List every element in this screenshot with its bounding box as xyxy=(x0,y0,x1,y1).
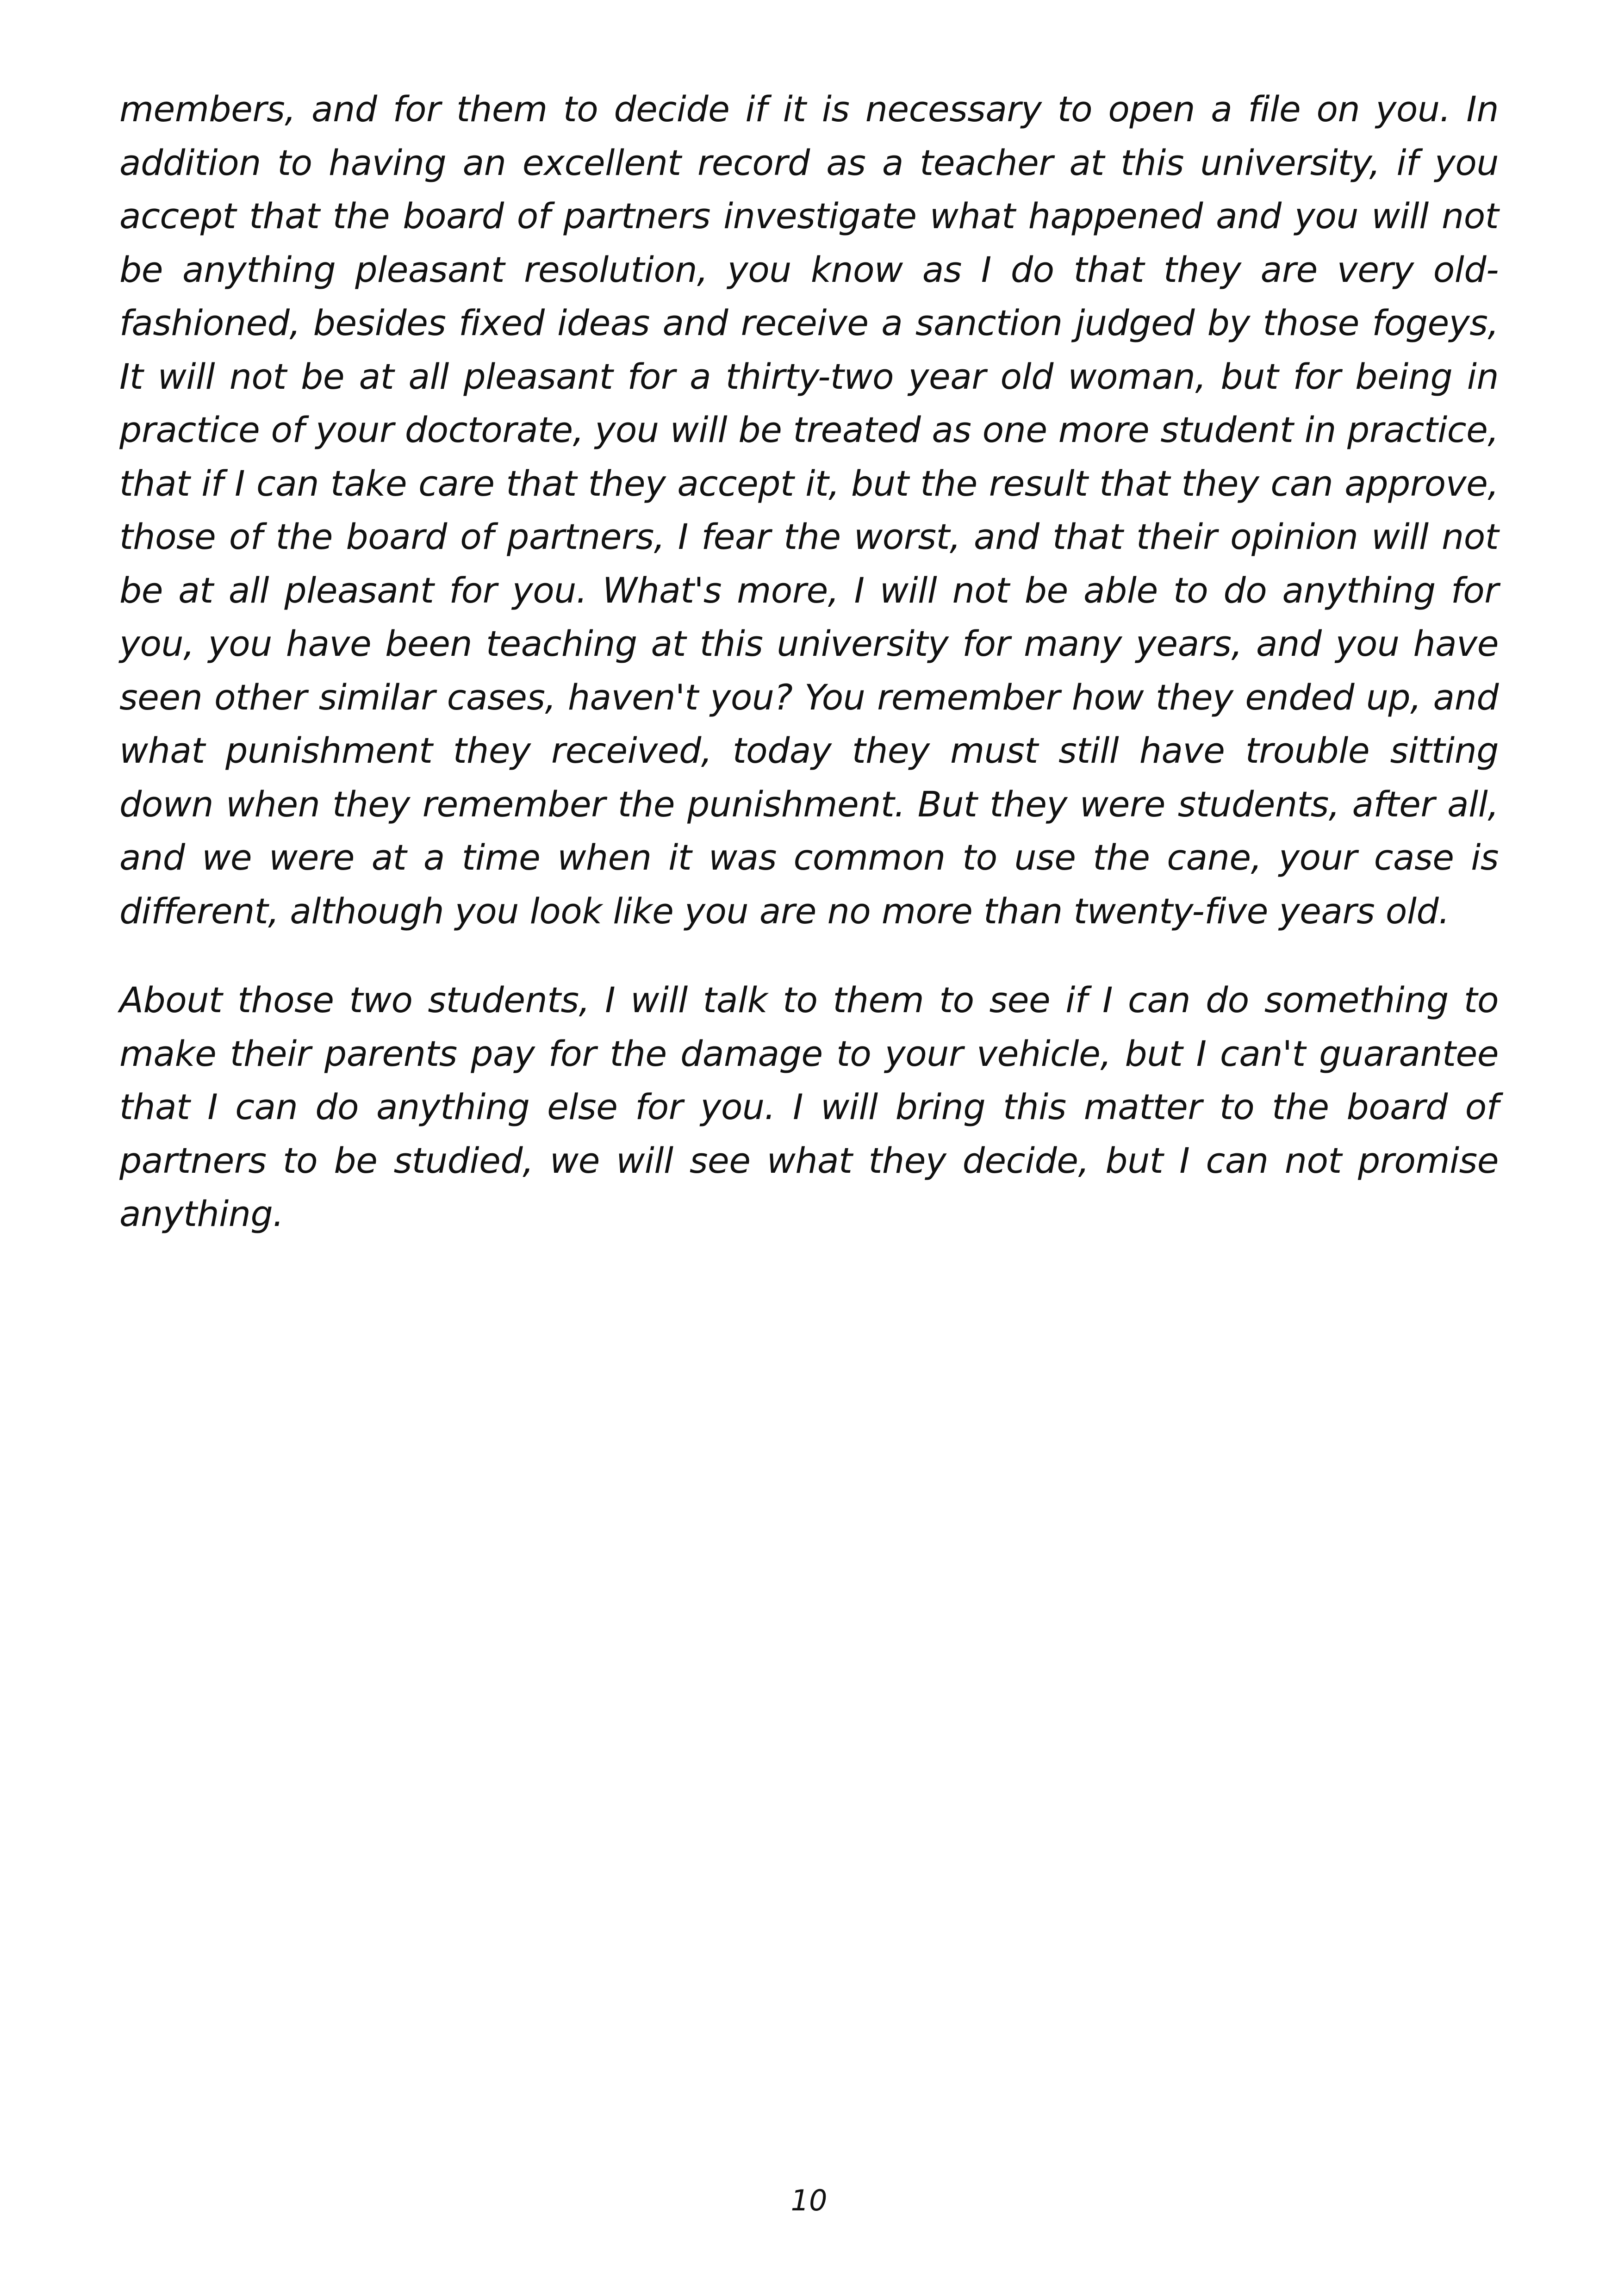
paragraph-2: About those two students, I will talk to them to see if I can do something to make their parents pay for the damage to your vehicle, but I can't guarantee that I can do anything else for you. I will bring this matter to the board of partners to be studied, we will see what they decide, but I can not promise anything. xyxy=(119,979,1499,1234)
body-text xyxy=(119,82,1499,1241)
page-number: 10 xyxy=(790,2184,828,2217)
paragraph-1: members, and for them to decide if it is necessary to open a file on you. In addition to having an excellent record as a teacher at this university, if you accept that the board of partners investigate what happened and you will not be anything pleasant resolution, you know as I do that they are very old-fashioned, besides fixed ideas and receive a sanction judged by those fogeys, It will not be at all pleasant for a thirty-two year old woman, but for being in practice of your doctorate, you will be treated as one more student in practice, that if I can take care that they accept it, but the result that they can approve, those of the board of partners, I fear the worst, and that their opinion will not be at all pleasant for you. What's more, I will not be able to do anything for you, you have been teaching at this university for many years, and you have seen other similar cases, haven't you? You remember how they ended up, and what punishment they received, today they must still have trouble sitting down when they remember the punishment. But they were students, after all, and we were at a time when it was common to use the cane, your case is different, although you look like you are no more than twenty-five years old. xyxy=(119,88,1499,932)
